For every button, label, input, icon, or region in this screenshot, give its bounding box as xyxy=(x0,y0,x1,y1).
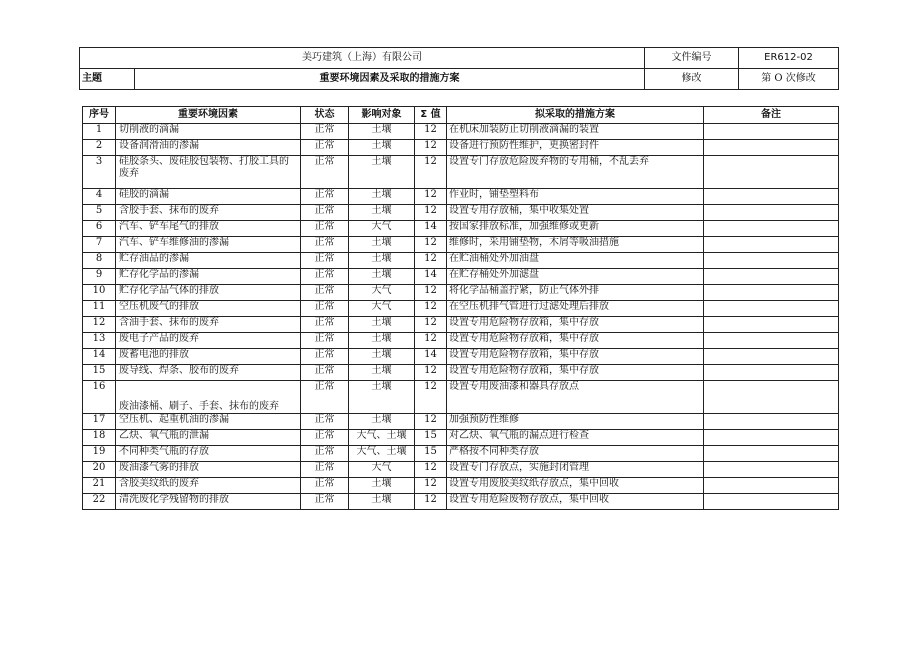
row-value: 12 xyxy=(415,414,447,430)
row-target: 土壤 xyxy=(349,156,415,189)
row-note xyxy=(704,430,839,446)
row-state: 正常 xyxy=(301,381,349,414)
row-factor: 不同种类气瓶的存放 xyxy=(116,446,301,462)
doc-no-value: ER612-02 xyxy=(739,48,839,69)
row-state: 正常 xyxy=(301,430,349,446)
row-state: 正常 xyxy=(301,124,349,140)
row-measure: 设置专用危险物存放箱，集中存放 xyxy=(447,365,704,381)
row-measure: 设置专门存放点，实施封闭管理 xyxy=(447,462,704,478)
row-value: 12 xyxy=(415,124,447,140)
table-row xyxy=(83,205,839,221)
row-value: 12 xyxy=(415,494,447,510)
row-target: 土壤 xyxy=(349,269,415,285)
row-note xyxy=(704,349,839,365)
table-row xyxy=(83,349,839,365)
row-no: 2 xyxy=(83,140,116,156)
row-state: 正常 xyxy=(301,494,349,510)
row-target: 大气 xyxy=(349,301,415,317)
document-header xyxy=(79,47,839,90)
row-measure: 在空压机排气管进行过滤处理后排放 xyxy=(447,301,704,317)
row-factor: 废蓄电池的排放 xyxy=(116,349,301,365)
row-factor: 贮存化学品的渗漏 xyxy=(116,269,301,285)
row-no: 17 xyxy=(83,414,116,430)
row-note xyxy=(704,462,839,478)
row-no: 8 xyxy=(83,253,116,269)
row-target: 土壤 xyxy=(349,317,415,333)
table-row xyxy=(83,221,839,237)
row-value: 15 xyxy=(415,430,447,446)
row-value: 12 xyxy=(415,140,447,156)
row-state: 正常 xyxy=(301,237,349,253)
row-note xyxy=(704,317,839,333)
col-header-target: 影响对象 xyxy=(349,107,415,124)
row-state: 正常 xyxy=(301,285,349,301)
row-factor: 硅胶的滴漏 xyxy=(116,189,301,205)
row-no: 12 xyxy=(83,317,116,333)
row-target: 土壤 xyxy=(349,189,415,205)
row-value: 12 xyxy=(415,478,447,494)
row-measure: 设备进行预防性维护，更换密封件 xyxy=(447,140,704,156)
row-value: 12 xyxy=(415,301,447,317)
row-measure: 将化学品桶盖拧紧，防止气体外排 xyxy=(447,285,704,301)
row-no: 18 xyxy=(83,430,116,446)
row-state: 正常 xyxy=(301,156,349,189)
row-target: 土壤 xyxy=(349,237,415,253)
row-factor: 空压机废气的排放 xyxy=(116,301,301,317)
row-note xyxy=(704,301,839,317)
row-state: 正常 xyxy=(301,349,349,365)
col-header-no: 序号 xyxy=(83,107,116,124)
row-note xyxy=(704,494,839,510)
row-factor: 乙炔、氧气瓶的泄漏 xyxy=(116,430,301,446)
row-no: 22 xyxy=(83,494,116,510)
row-measure: 设置专用危险物存放箱，集中存放 xyxy=(447,349,704,365)
table-row xyxy=(83,189,839,205)
row-measure: 设置专用废胶美纹纸存放点，集中回收 xyxy=(447,478,704,494)
table-row xyxy=(83,446,839,462)
table-row xyxy=(83,365,839,381)
row-factor: 含胶手套、抹布的废弃 xyxy=(116,205,301,221)
subject-value: 重要环境因素及采取的措施方案 xyxy=(135,69,645,90)
row-state: 正常 xyxy=(301,221,349,237)
row-target: 土壤 xyxy=(349,494,415,510)
col-header-state: 状态 xyxy=(301,107,349,124)
subject-label: 主题 xyxy=(80,69,135,90)
row-measure: 设置专用危险废物存放点，集中回收 xyxy=(447,494,704,510)
row-state: 正常 xyxy=(301,140,349,156)
row-factor: 含胶美纹纸的废弃 xyxy=(116,478,301,494)
row-measure: 设置专用废油漆和器具存放点 xyxy=(447,381,704,414)
row-no: 6 xyxy=(83,221,116,237)
row-no: 14 xyxy=(83,349,116,365)
col-header-measure: 拟采取的措施方案 xyxy=(447,107,704,124)
row-no: 21 xyxy=(83,478,116,494)
row-value: 12 xyxy=(415,285,447,301)
row-factor: 废电子产品的废弃 xyxy=(116,333,301,349)
row-note xyxy=(704,269,839,285)
row-target: 土壤 xyxy=(349,381,415,414)
row-no: 3 xyxy=(83,156,116,189)
row-state: 正常 xyxy=(301,478,349,494)
row-value: 12 xyxy=(415,253,447,269)
row-measure: 设置专用存放桶，集中收集处置 xyxy=(447,205,704,221)
row-measure: 加强预防性维修 xyxy=(447,414,704,430)
row-factor: 汽车、铲车维修油的渗漏 xyxy=(116,237,301,253)
company-name: 美巧建筑（上海）有限公司 xyxy=(80,48,645,69)
row-target: 土壤 xyxy=(349,478,415,494)
row-state: 正常 xyxy=(301,189,349,205)
table-header-row xyxy=(83,107,839,124)
row-factor: 空压机、起重机油的渗漏 xyxy=(116,414,301,430)
row-target: 土壤 xyxy=(349,140,415,156)
row-note xyxy=(704,253,839,269)
row-factor: 切削液的滴漏 xyxy=(116,124,301,140)
row-no: 20 xyxy=(83,462,116,478)
row-value: 12 xyxy=(415,333,447,349)
revision-label: 修改 xyxy=(645,69,739,90)
row-target: 土壤 xyxy=(349,414,415,430)
row-no: 13 xyxy=(83,333,116,349)
row-target: 土壤 xyxy=(349,205,415,221)
row-target: 土壤 xyxy=(349,349,415,365)
row-no: 4 xyxy=(83,189,116,205)
row-value: 12 xyxy=(415,381,447,414)
row-no: 5 xyxy=(83,205,116,221)
row-note xyxy=(704,285,839,301)
row-target: 大气、土壤 xyxy=(349,446,415,462)
row-value: 12 xyxy=(415,462,447,478)
row-value: 12 xyxy=(415,205,447,221)
row-no: 11 xyxy=(83,301,116,317)
row-note xyxy=(704,365,839,381)
row-state: 正常 xyxy=(301,269,349,285)
table-row xyxy=(83,269,839,285)
header-row-subject xyxy=(80,69,839,90)
row-factor: 贮存化学品气体的排放 xyxy=(116,285,301,301)
row-factor: 设备润滑油的渗漏 xyxy=(116,140,301,156)
table-row xyxy=(83,317,839,333)
row-state: 正常 xyxy=(301,205,349,221)
row-value: 12 xyxy=(415,156,447,189)
row-no: 16 xyxy=(83,381,116,414)
row-no: 1 xyxy=(83,124,116,140)
row-no: 19 xyxy=(83,446,116,462)
col-header-note: 备注 xyxy=(704,107,839,124)
row-measure: 设置专用危险物存放箱，集中存放 xyxy=(447,317,704,333)
row-measure: 设置专用危险物存放箱，集中存放 xyxy=(447,333,704,349)
row-note xyxy=(704,205,839,221)
row-value: 14 xyxy=(415,349,447,365)
row-target: 土壤 xyxy=(349,365,415,381)
table-row xyxy=(83,478,839,494)
doc-no-label: 文件编号 xyxy=(645,48,739,69)
row-note xyxy=(704,478,839,494)
col-header-factor: 重要环境因素 xyxy=(116,107,301,124)
row-target: 大气、土壤 xyxy=(349,430,415,446)
table-row xyxy=(83,237,839,253)
row-measure: 作业时，铺垫塑料布 xyxy=(447,189,704,205)
row-state: 正常 xyxy=(301,462,349,478)
row-note xyxy=(704,189,839,205)
row-target: 土壤 xyxy=(349,124,415,140)
table-row xyxy=(83,494,839,510)
row-state: 正常 xyxy=(301,333,349,349)
row-note xyxy=(704,414,839,430)
table-row xyxy=(83,333,839,349)
row-value: 14 xyxy=(415,269,447,285)
row-no: 15 xyxy=(83,365,116,381)
table-row xyxy=(83,301,839,317)
table-row xyxy=(83,253,839,269)
row-measure: 在机床加装防止切削液滴漏的装置 xyxy=(447,124,704,140)
table-row xyxy=(83,414,839,430)
row-target: 大气 xyxy=(349,221,415,237)
row-measure: 在贮油桶处外加油盘 xyxy=(447,253,704,269)
table-row xyxy=(83,140,839,156)
table-row xyxy=(83,462,839,478)
row-state: 正常 xyxy=(301,253,349,269)
row-measure: 设置专门存放危险废弃物的专用桶，不乱丢弃 xyxy=(447,156,704,189)
row-target: 土壤 xyxy=(349,253,415,269)
row-measure: 对乙炔、氧气瓶的漏点进行检查 xyxy=(447,430,704,446)
row-measure: 维修时，采用铺垫物，木屑等吸油措施 xyxy=(447,237,704,253)
row-note xyxy=(704,156,839,189)
table-row xyxy=(83,430,839,446)
row-factor: 废导线、焊条、胶布的废弃 xyxy=(116,365,301,381)
row-factor: 汽车、铲车尾气的排放 xyxy=(116,221,301,237)
row-state: 正常 xyxy=(301,446,349,462)
row-target: 大气 xyxy=(349,285,415,301)
col-header-value: Σ 值 xyxy=(415,107,447,124)
revision-value: 第 O 次修改 xyxy=(739,69,839,90)
row-target: 大气 xyxy=(349,462,415,478)
row-note xyxy=(704,381,839,414)
row-measure: 在贮存桶处外加滤盘 xyxy=(447,269,704,285)
row-value: 14 xyxy=(415,221,447,237)
table-row xyxy=(83,381,839,414)
row-state: 正常 xyxy=(301,301,349,317)
table-row xyxy=(83,124,839,140)
row-note xyxy=(704,333,839,349)
row-factor: 废油漆桶、刷子、手套、抹布的废弃 xyxy=(116,381,301,414)
row-factor: 含油手套、抹布的废弃 xyxy=(116,317,301,333)
row-measure: 严格按不同种类存放 xyxy=(447,446,704,462)
row-value: 12 xyxy=(415,237,447,253)
row-state: 正常 xyxy=(301,414,349,430)
row-no: 7 xyxy=(83,237,116,253)
table-row xyxy=(83,285,839,301)
row-factor: 贮存油品的渗漏 xyxy=(116,253,301,269)
row-note xyxy=(704,124,839,140)
row-factor: 清洗废化学残留物的排放 xyxy=(116,494,301,510)
row-target: 土壤 xyxy=(349,333,415,349)
row-note xyxy=(704,446,839,462)
header-row-company xyxy=(80,48,839,69)
row-value: 12 xyxy=(415,189,447,205)
row-value: 12 xyxy=(415,365,447,381)
row-no: 10 xyxy=(83,285,116,301)
table-row xyxy=(83,156,839,189)
row-state: 正常 xyxy=(301,365,349,381)
environmental-factors-table xyxy=(82,106,839,510)
row-value: 15 xyxy=(415,446,447,462)
row-value: 12 xyxy=(415,317,447,333)
row-factor: 废油漆气雾的排放 xyxy=(116,462,301,478)
row-note xyxy=(704,237,839,253)
row-no: 9 xyxy=(83,269,116,285)
row-note xyxy=(704,221,839,237)
row-measure: 按国家排放标准，加强维修或更新 xyxy=(447,221,704,237)
row-factor: 硅胶条头、废硅胶包装物、打胶工具的废弃 xyxy=(116,156,301,189)
row-state: 正常 xyxy=(301,317,349,333)
row-note xyxy=(704,140,839,156)
